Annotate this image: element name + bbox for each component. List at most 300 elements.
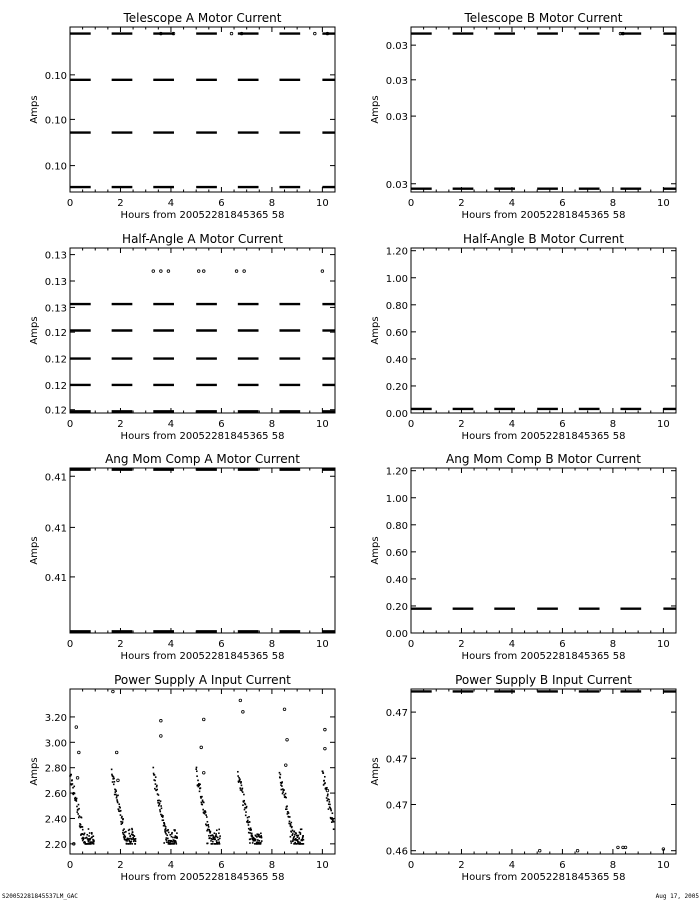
y-tick-label: 0.12 (44, 405, 67, 417)
y-tick-label: 0.03 (385, 179, 408, 191)
data-point (166, 839, 168, 841)
data-point (199, 791, 201, 793)
data-point (134, 843, 136, 845)
data-point (155, 783, 157, 785)
chart-title: Ang Mom Comp B Motor Current (446, 452, 641, 466)
x-tick-label: 10 (316, 419, 329, 430)
chart-panel (29, 232, 335, 442)
data-point (322, 771, 324, 773)
data-point (217, 837, 219, 839)
data-point (303, 843, 305, 845)
x-tick-label: 0 (407, 419, 415, 430)
data-point (116, 799, 118, 801)
x-axis-label: Hours from 20052281845365 58 (461, 651, 626, 662)
data-point (250, 829, 252, 831)
data-point (115, 751, 118, 754)
data-point (249, 832, 251, 834)
data-point (168, 832, 170, 834)
data-point (90, 843, 92, 845)
data-point (206, 825, 208, 827)
data-point (126, 843, 128, 845)
data-point (160, 805, 162, 807)
data-point (196, 775, 198, 777)
chart-panel (370, 673, 676, 883)
data-point (176, 837, 178, 839)
data-point (285, 797, 287, 799)
data-point (123, 828, 125, 830)
x-tick-label: 10 (657, 419, 670, 430)
data-point (160, 719, 163, 722)
data-point (81, 817, 83, 819)
x-axis-label: Hours from 20052281845365 58 (120, 651, 285, 662)
data-point (201, 804, 203, 806)
data-point (202, 771, 205, 774)
data-point (624, 846, 627, 849)
data-point (172, 841, 174, 843)
y-tick-label: 0.13 (44, 277, 67, 288)
data-point (214, 832, 216, 834)
data-point (292, 833, 294, 835)
data-point (113, 784, 115, 786)
y-tick-label: 0.03 (385, 75, 408, 87)
x-tick-label: 4 (508, 639, 516, 650)
data-point (169, 834, 171, 836)
data-point (93, 843, 95, 845)
data-point (291, 826, 293, 828)
data-point (240, 781, 242, 783)
data-point (167, 829, 169, 831)
data-point (286, 738, 289, 741)
data-point (205, 814, 207, 816)
data-point (330, 810, 332, 812)
data-point (155, 776, 157, 778)
data-point (300, 832, 302, 834)
data-point (135, 840, 137, 842)
data-point (89, 832, 91, 834)
data-point (160, 270, 163, 273)
y-axis-label: Amps (29, 316, 40, 345)
data-point (202, 718, 205, 721)
data-point (254, 843, 256, 845)
data-point (245, 815, 247, 817)
data-point (248, 816, 250, 818)
data-point (152, 270, 155, 273)
data-point (134, 835, 136, 837)
data-point (230, 32, 233, 35)
data-point (332, 812, 334, 814)
chart-title: Power Supply A Input Current (114, 673, 291, 687)
data-point (118, 809, 120, 811)
data-point (88, 841, 90, 843)
data-point (283, 789, 285, 791)
y-axis-label: Amps (29, 757, 40, 786)
data-point (171, 832, 173, 834)
data-point (130, 835, 132, 837)
y-tick-label: 0.12 (44, 354, 67, 366)
data-point (163, 842, 165, 844)
data-point (219, 843, 221, 845)
data-point (196, 767, 198, 769)
data-point (176, 832, 178, 834)
data-point (297, 836, 299, 838)
data-point (202, 799, 204, 801)
y-tick-label: 0.40 (385, 354, 408, 366)
y-axis-label: Amps (370, 536, 381, 565)
chart-title: Telescope A Motor Current (123, 11, 282, 25)
data-point (160, 800, 162, 802)
data-point (131, 841, 133, 843)
data-point (71, 779, 73, 781)
y-tick-label: 0.13 (44, 250, 67, 262)
data-point (208, 826, 210, 828)
x-tick-label: 6 (559, 419, 566, 430)
x-tick-label: 6 (559, 198, 566, 209)
data-point (296, 835, 298, 837)
data-point (211, 839, 213, 841)
data-point (280, 774, 282, 776)
y-tick-label: 0.47 (385, 708, 408, 720)
data-point (131, 838, 133, 840)
y-tick-label: 1.00 (385, 493, 408, 505)
chart-title: Ang Mom Comp A Motor Current (105, 452, 300, 466)
data-point (324, 747, 327, 750)
footer-date: Aug 17, 2005 (655, 893, 699, 900)
y-tick-label: 1.20 (385, 466, 408, 478)
chart-title: Half-Angle A Motor Current (122, 232, 283, 246)
data-point (176, 843, 178, 845)
data-point (76, 806, 78, 808)
data-point (113, 776, 115, 778)
data-point (126, 840, 128, 842)
data-point (120, 821, 122, 823)
data-point (201, 802, 203, 804)
data-point (242, 791, 244, 793)
data-point (324, 782, 326, 784)
data-point (154, 788, 156, 790)
data-point (208, 835, 210, 837)
data-point (301, 828, 303, 830)
x-tick-label: 2 (117, 198, 124, 209)
y-tick-label: 0.12 (44, 328, 67, 340)
data-point (237, 771, 239, 773)
x-tick-label: 8 (268, 639, 276, 650)
data-point (218, 832, 220, 834)
y-tick-label: 2.80 (44, 763, 67, 775)
data-point (303, 839, 305, 841)
x-tick-label: 4 (167, 198, 175, 209)
data-point (158, 800, 160, 802)
x-tick-label: 6 (218, 419, 225, 430)
data-point (279, 772, 281, 774)
data-point (129, 838, 131, 840)
data-point (246, 806, 248, 808)
data-point (326, 800, 328, 802)
data-point (171, 836, 173, 838)
data-point (298, 841, 300, 843)
plot-frame (70, 27, 335, 192)
data-point (329, 801, 331, 803)
data-point (116, 797, 118, 799)
data-point (260, 842, 262, 844)
data-point (206, 816, 208, 818)
data-point (245, 804, 247, 806)
x-tick-label: 0 (66, 419, 74, 430)
data-point (331, 821, 333, 823)
data-point (78, 804, 80, 806)
data-point (245, 811, 247, 813)
data-point (290, 836, 292, 838)
data-point (243, 794, 245, 796)
y-tick-label: 0.47 (385, 754, 408, 766)
x-tick-label: 10 (316, 198, 329, 209)
data-point (207, 821, 209, 823)
y-tick-label: 0.03 (385, 112, 408, 124)
data-point (122, 832, 124, 834)
data-point (324, 728, 327, 731)
data-point (326, 787, 328, 789)
plot-frame (411, 27, 676, 192)
data-point (209, 837, 211, 839)
data-point (324, 776, 326, 778)
data-point (202, 270, 205, 273)
data-point (158, 794, 160, 796)
data-point (174, 829, 176, 831)
data-point (241, 790, 243, 792)
x-tick-label: 6 (218, 639, 225, 650)
x-tick-label: 2 (458, 639, 465, 650)
data-point (260, 833, 262, 835)
data-point (112, 781, 114, 783)
data-point (210, 831, 212, 833)
y-tick-label: 2.40 (44, 814, 67, 826)
x-tick-label: 4 (508, 419, 516, 430)
data-point (112, 690, 115, 693)
y-tick-label: 3.00 (44, 738, 67, 750)
data-point (195, 768, 197, 770)
data-point (258, 834, 260, 836)
data-point (119, 807, 121, 809)
data-point (239, 787, 241, 789)
x-tick-label: 8 (268, 198, 276, 209)
data-point (165, 828, 167, 830)
data-point (78, 808, 80, 810)
data-point (286, 808, 288, 810)
x-tick-label: 4 (508, 198, 516, 209)
data-point (284, 764, 287, 767)
data-point (80, 824, 82, 826)
data-point (76, 811, 78, 813)
y-tick-label: 0.13 (44, 303, 67, 315)
data-point (83, 838, 85, 840)
data-point (215, 833, 217, 835)
data-point (91, 832, 93, 834)
x-axis-label: Hours from 20052281845365 58 (461, 210, 626, 221)
data-point (165, 833, 167, 835)
data-point (259, 840, 261, 842)
data-point (208, 824, 210, 826)
y-tick-label: 1.20 (385, 246, 408, 258)
data-point (166, 837, 168, 839)
data-point (212, 841, 214, 843)
data-point (165, 832, 167, 834)
y-tick-label: 0.41 (44, 572, 67, 584)
data-point (247, 817, 249, 819)
data-point (216, 829, 218, 831)
y-tick-label: 0.46 (385, 846, 408, 858)
x-tick-label: 8 (609, 639, 617, 650)
data-point (239, 778, 241, 780)
chart-panel (29, 11, 335, 221)
data-point (244, 809, 246, 811)
data-point (241, 785, 243, 787)
data-point (159, 802, 161, 804)
data-point (158, 805, 160, 807)
y-tick-label: 0.10 (44, 161, 67, 173)
x-tick-label: 8 (609, 860, 617, 871)
data-point (133, 841, 135, 843)
y-tick-label: 0.12 (44, 380, 67, 392)
x-tick-label: 8 (609, 419, 617, 430)
data-point (118, 803, 120, 805)
y-tick-label: 0.80 (385, 520, 408, 532)
y-tick-label: 0.00 (385, 409, 408, 420)
data-point (327, 793, 329, 795)
y-tick-label: 0.40 (385, 574, 408, 586)
data-point (329, 804, 331, 806)
data-point (156, 785, 158, 787)
data-point (86, 837, 88, 839)
data-point (289, 821, 291, 823)
y-axis-label: Amps (29, 536, 40, 565)
data-point (76, 798, 78, 800)
data-point (115, 794, 117, 796)
x-tick-label: 0 (407, 860, 415, 871)
y-tick-label: 2.60 (44, 789, 67, 801)
data-point (124, 836, 126, 838)
data-point (125, 831, 127, 833)
data-point (288, 812, 290, 814)
data-point (159, 809, 161, 811)
data-point (538, 849, 541, 852)
x-axis-label: Hours from 20052281845365 58 (461, 431, 626, 442)
data-point (328, 799, 330, 801)
data-point (257, 839, 259, 841)
x-tick-label: 10 (657, 860, 670, 871)
y-tick-label: 0.41 (44, 472, 67, 484)
data-point (204, 813, 206, 815)
data-point (74, 793, 76, 795)
data-point (281, 785, 283, 787)
plot-frame (411, 248, 676, 413)
plot-frame (70, 689, 335, 854)
chart-title: Half-Angle B Motor Current (463, 232, 624, 246)
x-tick-label: 0 (66, 860, 74, 871)
data-point (164, 823, 166, 825)
x-tick-label: 0 (66, 198, 74, 209)
x-tick-label: 4 (167, 639, 175, 650)
data-point (157, 802, 159, 804)
y-tick-label: 1.00 (385, 273, 408, 285)
data-point (617, 846, 620, 849)
x-tick-label: 2 (117, 419, 124, 430)
x-tick-label: 6 (559, 860, 566, 871)
data-point (167, 270, 170, 273)
data-point (115, 790, 117, 792)
data-point (200, 787, 202, 789)
chart-title: Telescope B Motor Current (464, 11, 623, 25)
data-point (247, 820, 249, 822)
y-tick-label: 0.00 (385, 629, 408, 640)
data-point (172, 837, 174, 839)
x-axis-label: Hours from 20052281845365 58 (461, 872, 626, 883)
data-point (290, 840, 292, 842)
data-point (113, 778, 115, 780)
y-tick-label: 0.60 (385, 327, 408, 339)
data-point (248, 832, 250, 834)
y-axis-label: Amps (29, 95, 40, 124)
data-point (135, 838, 137, 840)
data-point (333, 821, 335, 823)
chart-panel (370, 11, 676, 221)
y-tick-label: 2.20 (44, 839, 67, 851)
x-tick-label: 10 (316, 860, 329, 871)
chart-title: Power Supply B Input Current (455, 673, 632, 687)
data-point (238, 777, 240, 779)
data-point (321, 270, 324, 273)
data-point (131, 829, 133, 831)
x-tick-label: 6 (218, 198, 225, 209)
x-tick-label: 6 (559, 639, 566, 650)
data-point (132, 831, 134, 833)
y-tick-label: 0.47 (385, 800, 408, 812)
data-point (162, 819, 164, 821)
y-tick-label: 0.80 (385, 300, 408, 312)
data-point (261, 836, 263, 838)
data-point (250, 838, 252, 840)
data-point (120, 810, 122, 812)
data-point (252, 842, 254, 844)
data-point (242, 804, 244, 806)
data-point (128, 843, 130, 845)
data-point (121, 816, 123, 818)
y-axis-label: Amps (370, 757, 381, 786)
data-point (165, 826, 167, 828)
x-tick-label: 2 (458, 198, 465, 209)
data-point (219, 835, 221, 837)
data-point (248, 824, 250, 826)
data-point (576, 849, 579, 852)
x-tick-label: 2 (458, 419, 465, 430)
data-point (330, 808, 332, 810)
footer-file-id: S20052281845537LM_GAC (2, 893, 78, 900)
x-tick-label: 0 (407, 639, 415, 650)
data-point (290, 842, 292, 844)
data-point (174, 842, 176, 844)
data-point (78, 751, 81, 754)
data-point (70, 774, 72, 776)
data-point (218, 841, 220, 843)
data-point (162, 815, 164, 817)
x-tick-label: 4 (167, 860, 175, 871)
y-tick-label: 0.41 (44, 523, 67, 535)
data-point (322, 772, 324, 774)
data-point (243, 270, 246, 273)
data-point (282, 793, 284, 795)
data-point (197, 780, 199, 782)
data-point (207, 843, 209, 845)
data-point (332, 819, 334, 821)
x-tick-label: 2 (117, 860, 124, 871)
